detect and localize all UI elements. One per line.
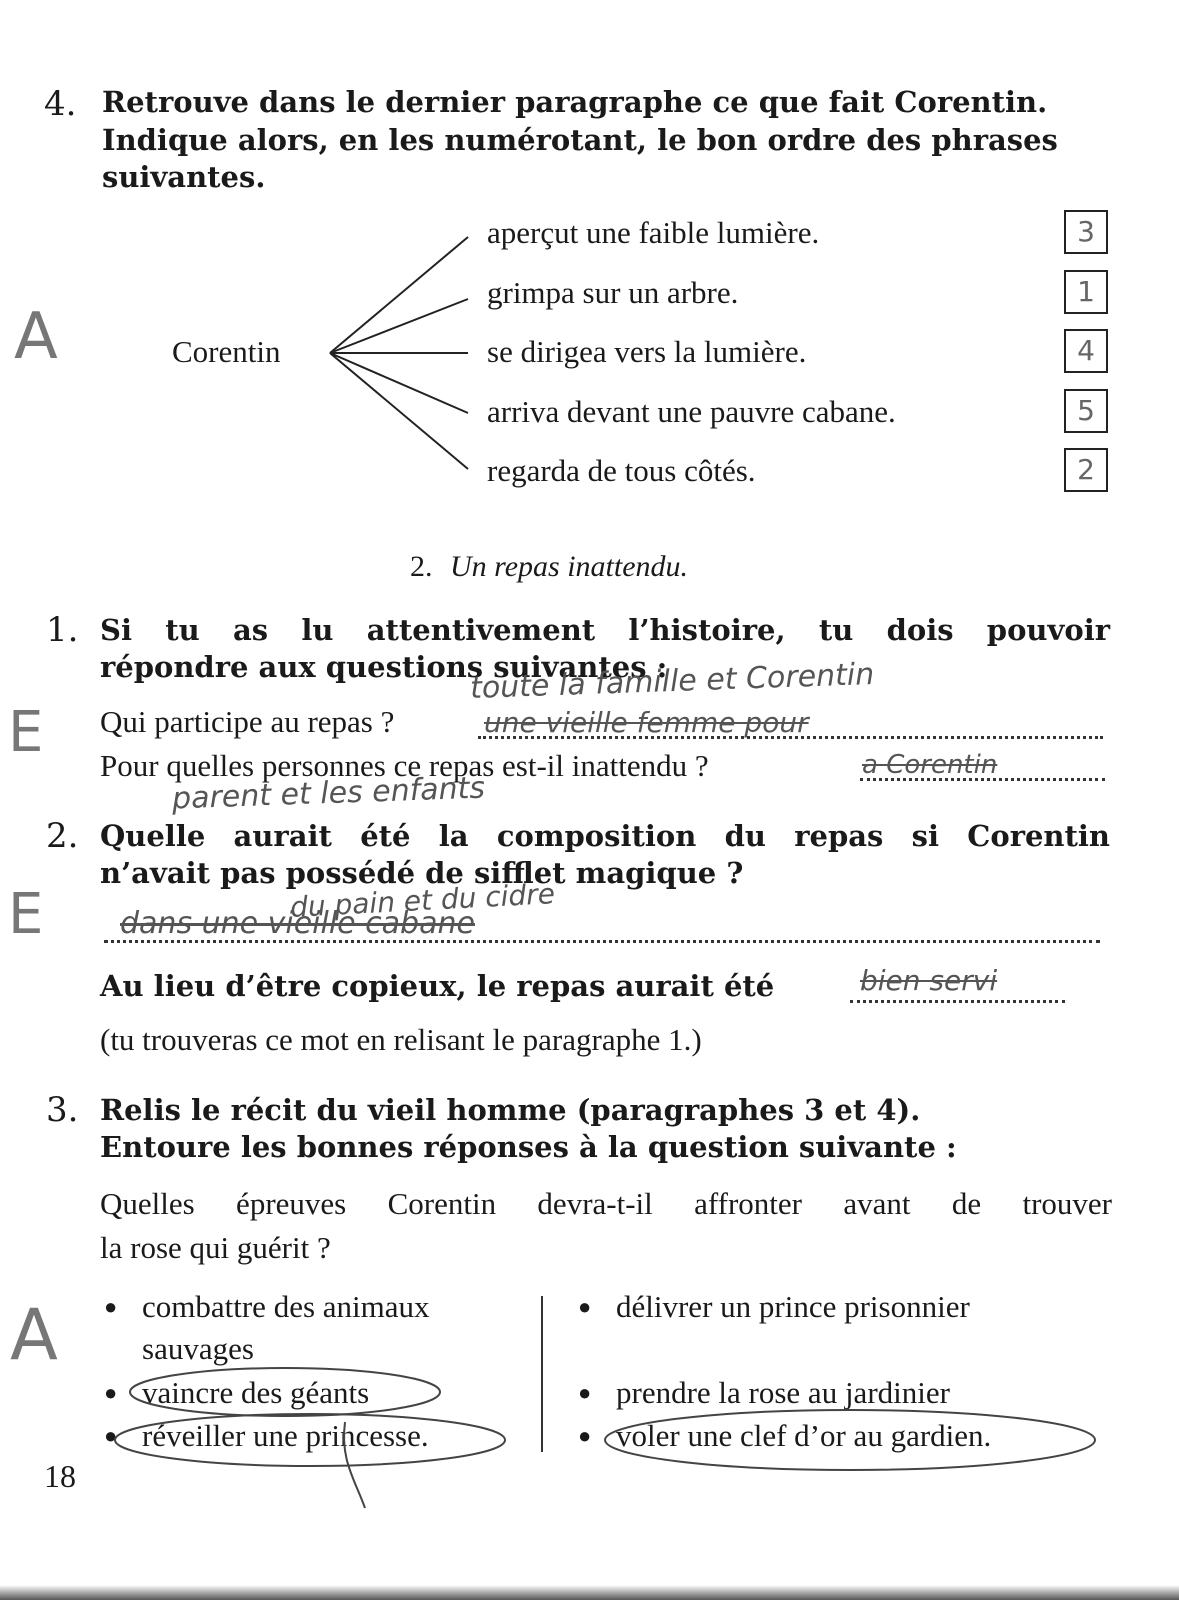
q2-prompt-2: Au lieu d’être copieux, le repas aurait été: [100, 969, 775, 1003]
q3-question-line2: la rose qui guérit ?: [100, 1230, 331, 1265]
q2-title-line2: n’avait pas possédé de sifflet magique ?: [100, 856, 744, 890]
q1-crossed-answer-1: une vieille femme pour: [484, 706, 809, 739]
section-title: Un repas inattendu.: [450, 550, 689, 583]
q4-title-line2: Indique alors, en les numérotant, le bon ordre des phrases: [102, 123, 1058, 157]
q2-grade-handwritten: E: [8, 882, 44, 947]
q4-answer-3: 4: [1077, 334, 1095, 367]
q4-title: [102, 84, 1122, 196]
q1-prompt-1: Qui participe au repas ?: [100, 704, 395, 739]
q1-title-line2: répondre aux questions suivantes :: [100, 650, 668, 684]
q4-answer-5: 2: [1077, 453, 1095, 486]
q3-number: 3.: [46, 1090, 79, 1130]
q4-phrase-4: arriva devant une pauvre cabane.: [487, 394, 896, 429]
handwritten-circles: [0, 1360, 1179, 1580]
q4-subject: Corentin: [172, 334, 281, 369]
q4-phrase-2: grimpa sur un arbre.: [487, 275, 739, 310]
q4-answer-4: 5: [1077, 394, 1095, 427]
q3-option-clef-label: voler une clef d’or au gardien.: [616, 1418, 992, 1453]
q3-option-rose-label: prendre la rose au jardinier: [616, 1375, 950, 1410]
q3-title-line1: Relis le récit du vieil homme (paragraphes 3 et 4).: [100, 1093, 921, 1127]
q3-question: [100, 1182, 1112, 1270]
q4-number: 4.: [44, 84, 77, 124]
q2-answer-line-1[interactable]: [104, 940, 1100, 943]
q2-answer-handwritten: du pain et du cidre: [289, 877, 556, 924]
q2-answer-line-2[interactable]: [850, 1000, 1065, 1003]
q2-hint: (tu trouveras ce mot en relisant le paragraphe 1.): [100, 1022, 702, 1057]
page-number: 18: [44, 1458, 76, 1494]
q4-answer-box-5[interactable]: [1064, 448, 1108, 492]
q4-answer-box-3[interactable]: [1064, 329, 1108, 373]
q2-number: 2.: [46, 816, 79, 856]
q4-answer-box-4[interactable]: [1064, 389, 1108, 433]
q1-prompt-2: Pour quelles personnes ce repas est-il inattendu ?: [100, 748, 709, 783]
scan-edge: [0, 1585, 1179, 1600]
q4-connector-lines: [320, 225, 480, 485]
q4-phrase-3: se dirigea vers la lumière.: [487, 334, 807, 369]
q1-grade-handwritten: E: [8, 700, 44, 765]
q3-option-princesse-label: réveiller une princesse.: [142, 1418, 429, 1453]
q4-phrase-5: regarda de tous côtés.: [487, 453, 756, 488]
q1-title-line1: Si tu as lu attentivement l’histoire, tu dois pouvoir: [100, 613, 1110, 647]
q4-phrase-1: aperçut une faible lumière.: [487, 215, 820, 250]
q1-number: 1.: [46, 610, 79, 650]
q1-answer-continuation: parent et les enfants: [171, 770, 486, 817]
q3-option-prince-label: délivrer un prince prisonnier: [616, 1289, 970, 1324]
q4-title-line1: Retrouve dans le dernier paragraphe ce que fait Corentin.: [102, 85, 1048, 119]
q3-title: [100, 1092, 1110, 1166]
q2-title: [100, 818, 1110, 892]
q4-answer-1: 3: [1077, 215, 1095, 248]
q4-grade-handwritten: A: [14, 300, 58, 374]
q3-option-prince[interactable]: [616, 1286, 970, 1328]
q3-grade-handwritten: A: [10, 1294, 58, 1376]
q1-answer-handwritten: toute la famille et Corentin: [469, 656, 875, 707]
q3-title-line2: Entoure les bonnes réponses à la question suivante :: [100, 1130, 957, 1164]
q3-option-geants-label: vaincre des géants: [142, 1375, 370, 1410]
section-number: 2.: [410, 550, 433, 583]
q4-answer-box-1[interactable]: [1064, 210, 1108, 254]
q3-option-combattre[interactable]: [142, 1286, 430, 1328]
q2-crossed-answer: dans une vieille cabane: [120, 906, 475, 941]
q4-answer-box-2[interactable]: [1064, 270, 1108, 314]
q3-question-line1: Quelles épreuves Corentin devra-t-il affronter avant de trouver: [100, 1186, 1112, 1221]
q1-crossed-answer-2: a Corentin: [862, 750, 998, 780]
q3-option-combattre-line2: sauvages: [142, 1331, 254, 1366]
q2-title-line1: Quelle aurait été la composition du repas si Corentin: [100, 819, 1110, 853]
q3-option-combattre-line1: combattre des animaux: [142, 1289, 430, 1324]
q4-answer-2: 1: [1077, 275, 1095, 308]
q4-title-line3: suivantes.: [102, 160, 266, 194]
section-heading: [410, 550, 688, 584]
q2-crossed-answer-2: bien servi: [860, 964, 998, 997]
